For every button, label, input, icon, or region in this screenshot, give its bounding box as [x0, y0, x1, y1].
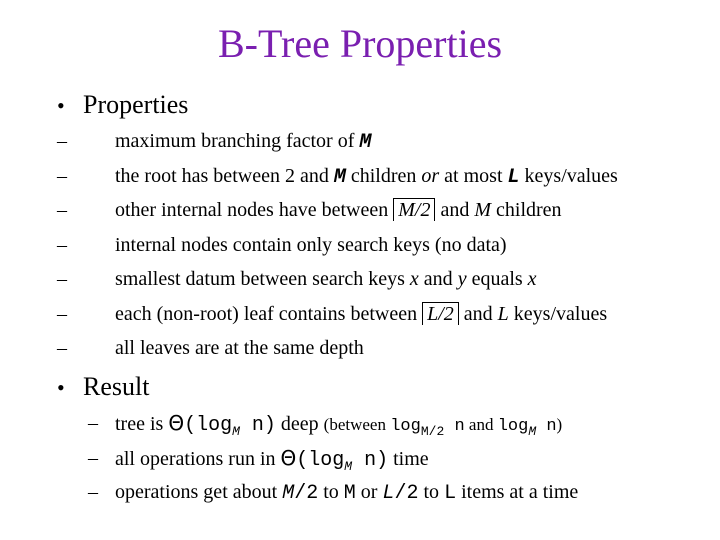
- dash-icon: –: [57, 199, 67, 221]
- theta-symbol: Θ: [168, 411, 185, 435]
- item-text: all leaves are at the same depth: [115, 337, 364, 359]
- dash-icon: –: [57, 268, 67, 290]
- item-text: operations get about M/2 to M or L/2 to L items at a time: [115, 481, 579, 505]
- dash-icon: –: [57, 130, 67, 152]
- dash-icon: –: [88, 481, 98, 503]
- result-heading: Result: [83, 372, 150, 401]
- dash-icon: –: [57, 164, 67, 187]
- item-text: maximum branching factor of M: [115, 130, 372, 154]
- slide-title: B-Tree Properties: [217, 21, 503, 66]
- item-text: the root has between 2 and M children or at most L keys/values: [115, 164, 618, 189]
- dash-icon: –: [57, 233, 67, 256]
- item-text: other internal nodes have between M/2 and M children: [115, 199, 562, 221]
- ceiling-expression: M/2: [393, 198, 435, 221]
- result-section: [57, 372, 149, 402]
- dash-icon: –: [88, 446, 98, 469]
- bullet-icon: •: [57, 93, 65, 118]
- dash-icon: –: [57, 337, 67, 359]
- properties-heading: Properties: [83, 90, 189, 119]
- item-text: smallest datum between search keys x and y equals x: [115, 268, 537, 290]
- item-text: tree is $\Theta(\log_M$ n) deep (between $\log_{M/2} n$ and $\log_M n$): [115, 411, 563, 439]
- theta-symbol: Θ: [280, 445, 297, 470]
- properties-section: [57, 90, 188, 120]
- dash-icon: –: [57, 302, 67, 325]
- item-text: all operations run in $\Theta(\log_M$ n) time: [115, 445, 429, 474]
- bullet-icon: •: [57, 375, 65, 400]
- dash-icon: –: [88, 412, 98, 434]
- ceiling-expression: L/2: [422, 302, 459, 325]
- item-text: each (non-root) leaf contains between L/2 and L keys/values: [115, 302, 608, 325]
- item-text: internal nodes contain only search keys (no data): [115, 233, 507, 256]
